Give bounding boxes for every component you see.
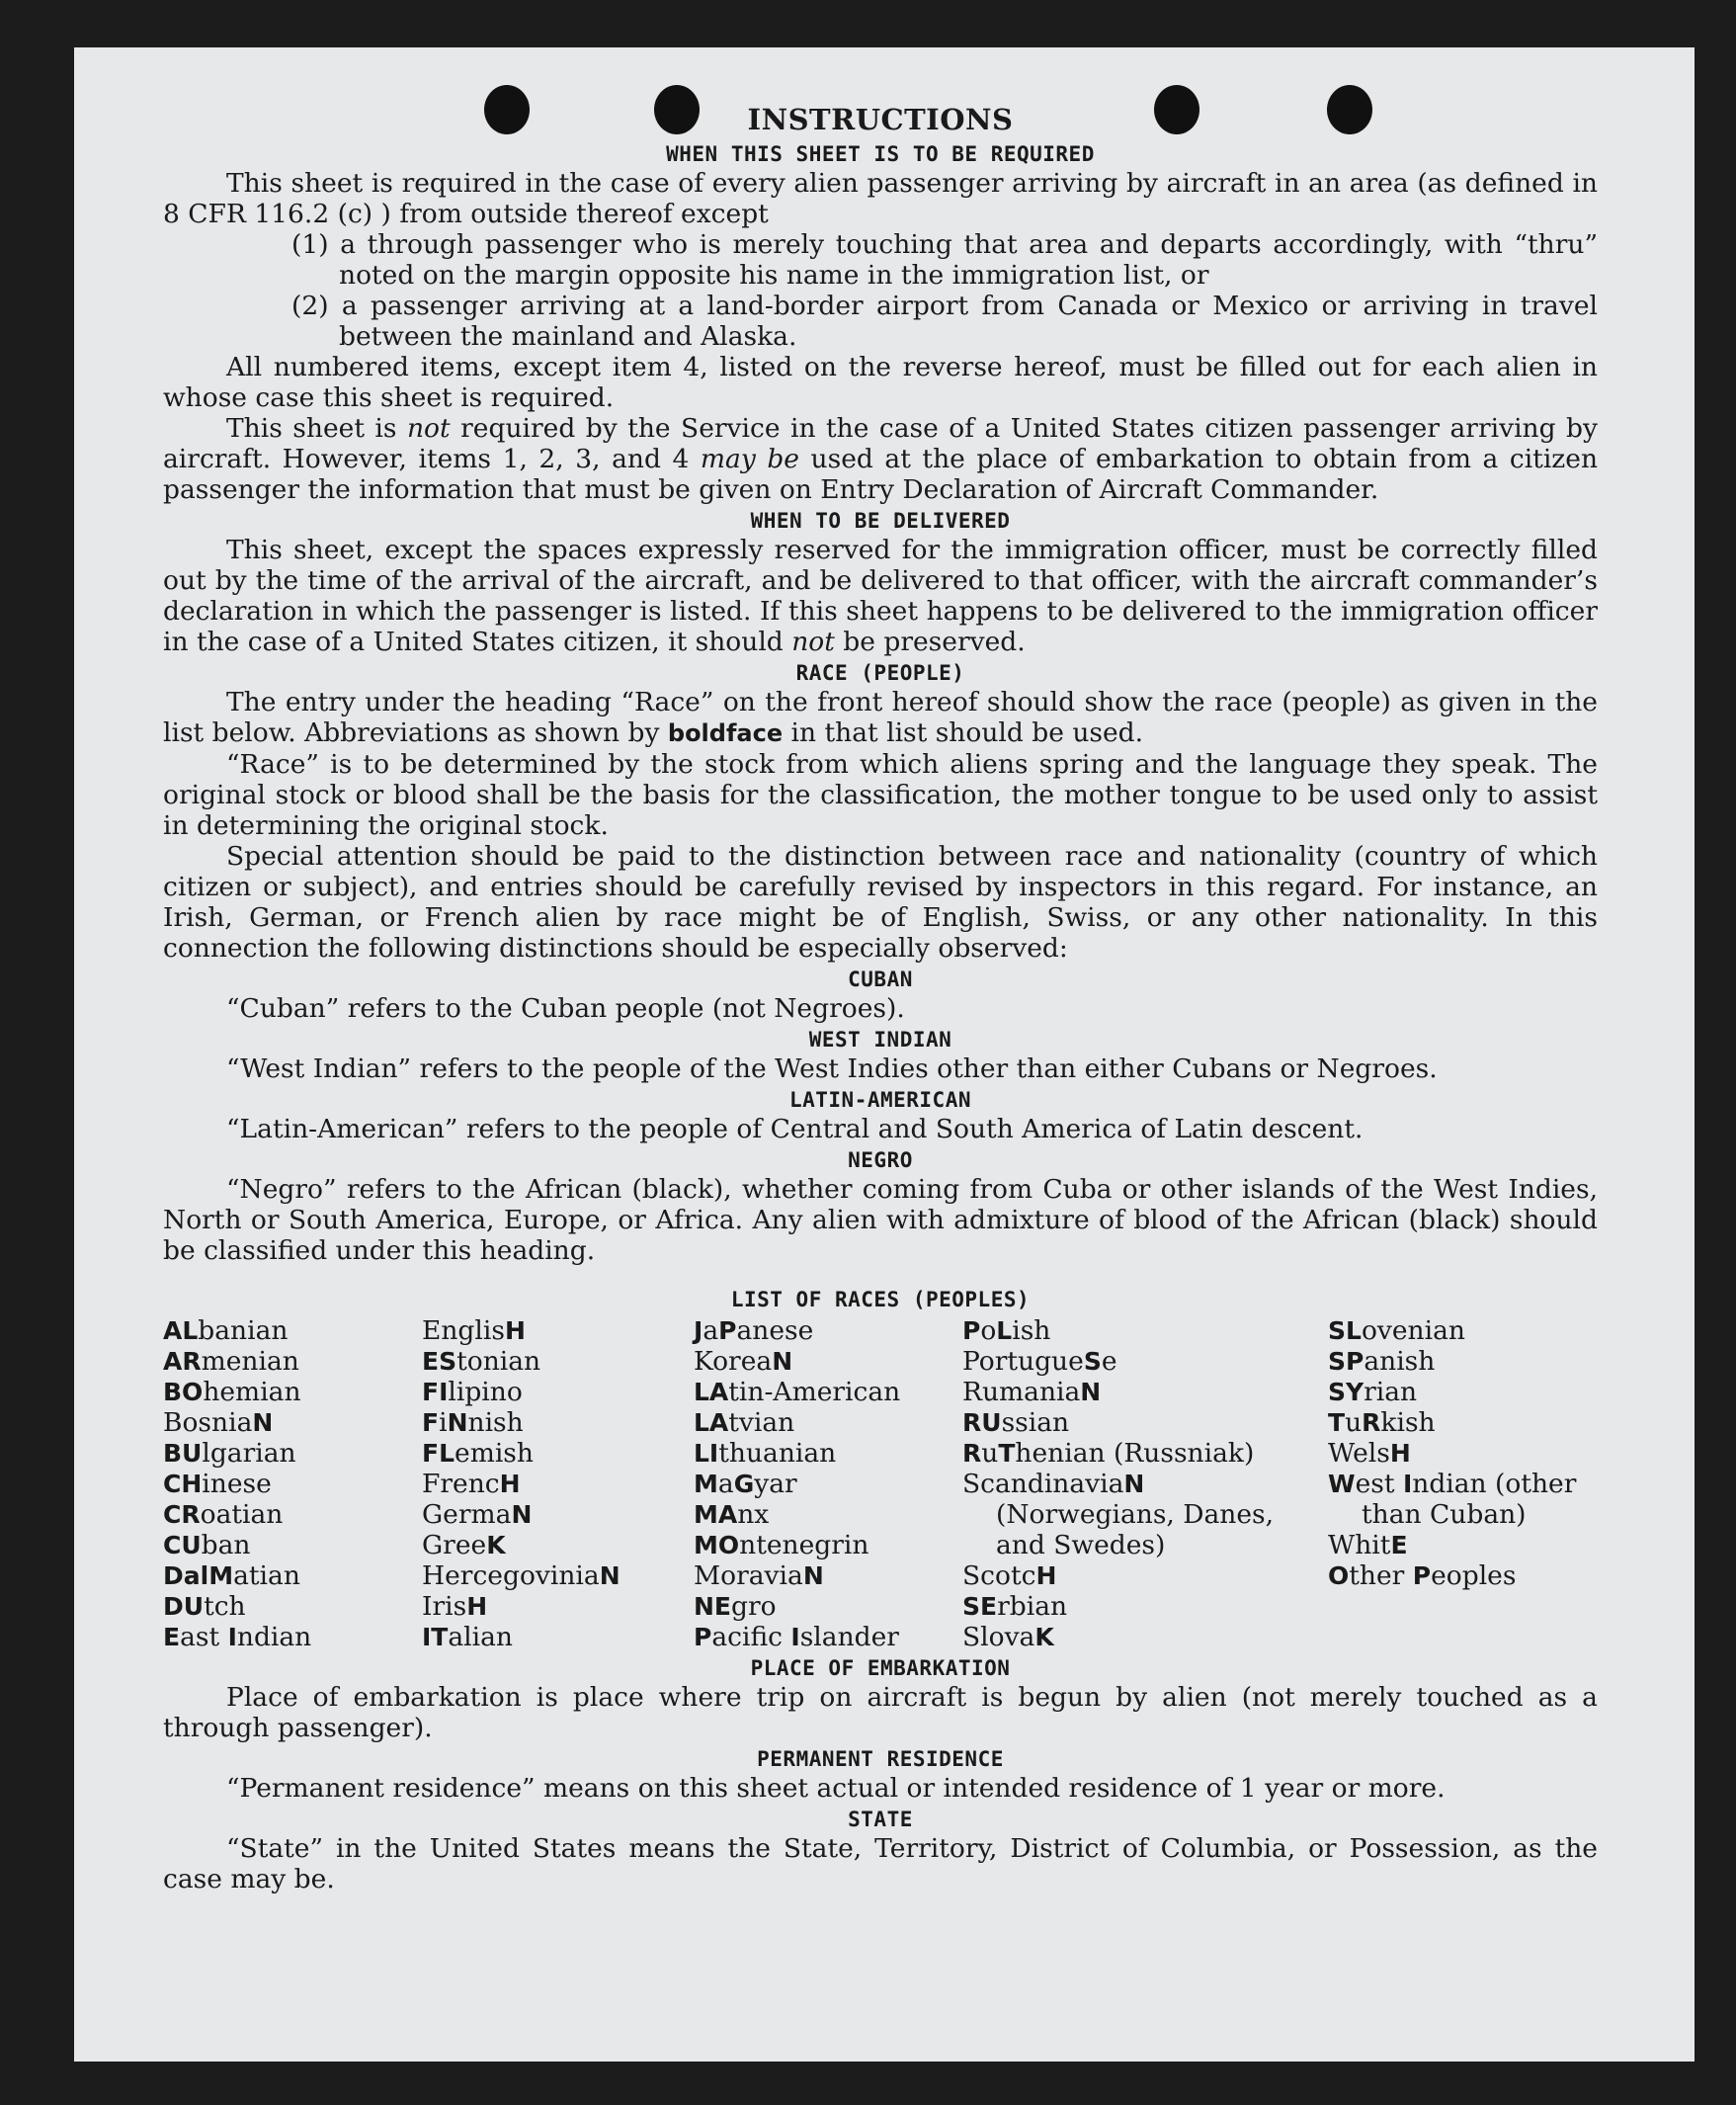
race-entry [1328, 1469, 1598, 1530]
race-entry [422, 1499, 694, 1530]
race-text: Hercegovinia [422, 1560, 600, 1591]
race-text: lipino [448, 1377, 523, 1407]
text: The entry under the heading “Race” on the front hereof should show the race (people) as given in the list below. Abbreviations as shown by [163, 687, 1598, 748]
section-heading-latin-american: LATIN-AMERICAN [788, 1088, 971, 1112]
race-text: Wels [1328, 1438, 1390, 1469]
race-text: e [1101, 1346, 1117, 1377]
race-abbrev: M [694, 1470, 718, 1498]
section-heading-race: RACE (PEOPLE) [795, 661, 965, 685]
paragraph: “Permanent residence” means on this sheet actual or intended residence of 1 year or more. [226, 1773, 1446, 1804]
race-entry [694, 1560, 962, 1591]
race-entry [163, 1438, 422, 1469]
paragraph: “State” in the United States means the State, Territory, District of Columbia, or Possession, as the case may be. [163, 1833, 1598, 1894]
section-heading-cuban: CUBAN [848, 968, 913, 991]
race-abbrev: AL [163, 1316, 199, 1345]
race-abbrev: SE [962, 1592, 998, 1621]
race-entry [694, 1315, 962, 1346]
text: This sheet is [226, 413, 407, 444]
race-text: tonian [456, 1346, 541, 1377]
race-text: oatian [200, 1499, 284, 1530]
race-abbrev: N [802, 1561, 824, 1590]
emphasis-text: may be [700, 444, 799, 474]
race-abbrev: ES [422, 1347, 457, 1376]
race-text: Germa [422, 1499, 512, 1530]
race-entry [422, 1560, 694, 1591]
race-text: ndian (other than Cuban) [1362, 1469, 1577, 1530]
race-text: slander [799, 1622, 899, 1652]
text: in that list should be used. [783, 717, 1144, 748]
race-abbrev: S [1083, 1347, 1102, 1376]
race-text: ast [180, 1622, 228, 1652]
section-heading-list-of-races: LIST OF RACES (PEOPLES) [730, 1288, 1031, 1311]
race-entry [1328, 1407, 1598, 1438]
paragraph [163, 535, 1598, 657]
race-entry [422, 1469, 694, 1499]
race-text: banian [198, 1315, 289, 1346]
paragraph [163, 687, 1598, 749]
race-abbrev: RU [962, 1408, 1002, 1437]
race-entry [1328, 1530, 1598, 1560]
race-text: u [1345, 1407, 1363, 1438]
race-abbrev: L [996, 1316, 1013, 1345]
race-text: tvian [728, 1407, 795, 1438]
race-entry [1328, 1438, 1598, 1469]
paragraph: Place of embarkation is place where trip on aircraft is begun by alien (not merely touched as a through passenger). [163, 1682, 1598, 1743]
race-text: kish [1380, 1407, 1436, 1438]
race-text: henian (Russniak) [1015, 1438, 1255, 1469]
race-text: ish [1012, 1315, 1051, 1346]
race-abbrev: K [1034, 1623, 1054, 1651]
race-entry [1328, 1377, 1598, 1407]
race-text: Whit [1328, 1530, 1391, 1560]
race-entry [694, 1469, 962, 1499]
race-entry [163, 1469, 422, 1499]
race-abbrev: SP [1328, 1347, 1364, 1376]
race-entry [422, 1530, 694, 1560]
paragraph: “Cuban” refers to the Cuban people (not Negroes). [226, 993, 905, 1024]
paragraph: “Race” is to be determined by the stock from which aliens spring and the language they speak. The original stock or blood shall be the basis for the classification, the mother tongue to be used only to assist in determining the original stock. [163, 749, 1598, 841]
text: This sheet, except the spaces expressly reserved for the immigration officer, must be correctly filled out by the time of the arrival of the aircraft, and be delivered to that officer, with the aircraft commander’s declaration in which the passenger is listed. If this sheet happens to be delivered to the immigration officer in the case of a United States citizen, it should [163, 535, 1598, 657]
race-abbrev: E [163, 1623, 181, 1651]
race-abbrev: BU [163, 1439, 203, 1468]
race-abbrev: P [1412, 1561, 1432, 1590]
race-text: ban [201, 1530, 251, 1560]
race-abbrev: T [998, 1439, 1016, 1468]
race-abbrev: T [1328, 1408, 1346, 1437]
race-abbrev: G [733, 1470, 755, 1498]
race-text: thuanian [718, 1438, 837, 1469]
race-entry [962, 1377, 1328, 1407]
race-entry [962, 1622, 1328, 1652]
races-list [163, 1315, 1598, 1652]
race-abbrev: H [499, 1470, 521, 1498]
race-text: Rumania [962, 1377, 1081, 1407]
race-abbrev: I [790, 1623, 800, 1651]
race-entry [962, 1469, 1328, 1560]
race-entry [694, 1530, 962, 1560]
instructions-content [163, 103, 1598, 1894]
race-text: rbian [997, 1591, 1068, 1622]
race-entry [694, 1438, 962, 1469]
race-entry [1328, 1560, 1598, 1591]
race-abbrev: LA [694, 1378, 729, 1406]
race-abbrev: MO [694, 1531, 740, 1559]
race-entry [694, 1346, 962, 1377]
race-text: inese [202, 1469, 272, 1499]
race-text: acific [711, 1622, 791, 1652]
race-text: ntenegrin [739, 1530, 869, 1560]
paragraph: This sheet is required in the case of every alien passenger arriving by aircraft in an area (as defined in 8 CFR 116.2 (c) ) from outside thereof except [163, 168, 1598, 229]
race-text: o [980, 1315, 997, 1346]
emphasis-text: not [406, 413, 451, 444]
race-text: atian [233, 1560, 300, 1591]
race-abbrev: I [227, 1623, 237, 1651]
race-abbrev: FI [422, 1378, 449, 1406]
paragraph: “West Indian” refers to the people of the West Indies other than either Cubans or Negroes. [226, 1053, 1438, 1084]
races-column [422, 1315, 694, 1652]
race-abbrev: FL [422, 1439, 455, 1468]
race-entry [694, 1622, 962, 1652]
paragraph: Special attention should be paid to the distinction between race and nationality (country of which citizen or subject), and entries should be carefully revised by inspectors in this regard. For instance, an Irish, German, or French alien by race might be of English, Swiss, or any other nationality. In this connection the following distinctions should be especially observed: [163, 841, 1598, 964]
race-abbrev: J [694, 1316, 703, 1345]
race-abbrev: N [599, 1561, 620, 1590]
race-abbrev: N [447, 1408, 468, 1437]
race-entry [163, 1622, 422, 1652]
race-text: lgarian [202, 1438, 296, 1469]
race-abbrev: P [694, 1623, 712, 1651]
race-abbrev: NE [694, 1592, 732, 1621]
races-column [962, 1315, 1328, 1652]
race-abbrev: P [962, 1316, 981, 1345]
race-text: est [1355, 1469, 1403, 1499]
race-abbrev: R [962, 1439, 982, 1468]
race-abbrev: H [1389, 1439, 1411, 1468]
list-item: (1) a through passenger who is merely touching that area and departs accordingly, with “thru” noted on the margin opposite his name in the immigration list, or [291, 229, 1598, 291]
boldface-text: boldface [667, 719, 784, 747]
section-heading-state: STATE [848, 1808, 913, 1831]
race-entry [422, 1377, 694, 1407]
race-abbrev: I [1402, 1470, 1413, 1498]
race-abbrev: N [772, 1347, 793, 1376]
race-entry [694, 1499, 962, 1530]
race-text: ndian [236, 1622, 312, 1652]
paragraph [163, 413, 1598, 505]
race-text: nish [467, 1407, 524, 1438]
race-text: Moravia [694, 1560, 803, 1591]
race-abbrev: DU [163, 1592, 205, 1621]
race-entry [422, 1622, 694, 1652]
race-entry [163, 1377, 422, 1407]
race-text: u [981, 1438, 999, 1469]
race-abbrev: O [1328, 1561, 1350, 1590]
section-heading-west-indian: WEST INDIAN [808, 1028, 952, 1052]
race-entry [163, 1315, 422, 1346]
race-entry [694, 1407, 962, 1438]
race-entry [962, 1315, 1328, 1346]
race-text: alian [448, 1622, 513, 1652]
race-abbrev: AR [163, 1347, 202, 1376]
races-column [694, 1315, 962, 1652]
race-entry [694, 1591, 962, 1622]
races-column [1328, 1315, 1598, 1652]
list-item: (2) a passenger arriving at a land-border airport from Canada or Mexico or arriving in travel between the mainland and Alaska. [291, 291, 1598, 352]
race-entry [163, 1530, 422, 1560]
race-entry [163, 1591, 422, 1622]
text: required by the Service in the case of a United States citizen passenger arriving by aircraft. However, items 1, 2, 3, and 4 [163, 413, 1598, 474]
race-entry [163, 1560, 422, 1591]
race-entry [163, 1499, 422, 1530]
paragraph: “Latin-American” refers to the people of Central and South America of Latin descent. [226, 1114, 1364, 1144]
race-abbrev: IT [422, 1623, 449, 1651]
race-entry [163, 1346, 422, 1377]
race-entry [422, 1315, 694, 1346]
race-text: Frenc [422, 1469, 500, 1499]
race-abbrev: CU [163, 1531, 202, 1559]
race-abbrev: N [1080, 1378, 1102, 1406]
race-text: eoples [1431, 1560, 1517, 1591]
races-column [163, 1315, 422, 1652]
race-entry [962, 1346, 1328, 1377]
race-text: emish [455, 1438, 534, 1469]
race-abbrev: H [466, 1592, 488, 1621]
race-text: Gree [422, 1530, 487, 1560]
race-abbrev: W [1328, 1470, 1356, 1498]
race-text: i [439, 1407, 448, 1438]
document-sheet [74, 47, 1695, 2062]
race-text: Scotc [962, 1560, 1036, 1591]
race-text: a [703, 1315, 719, 1346]
race-abbrev: Dal [163, 1561, 209, 1590]
race-abbrev: N [252, 1408, 274, 1437]
race-abbrev: MA [694, 1500, 738, 1529]
race-entry [962, 1591, 1328, 1622]
race-entry [422, 1346, 694, 1377]
race-text: tin-American [728, 1377, 901, 1407]
race-abbrev: SL [1328, 1316, 1362, 1345]
race-text: nx [737, 1499, 770, 1530]
race-text: tch [204, 1591, 246, 1622]
race-text: ovenian [1361, 1315, 1465, 1346]
section-heading-permanent-residence: PERMANENT RESIDENCE [757, 1747, 1004, 1771]
race-entry [1328, 1346, 1598, 1377]
race-text: menian [201, 1346, 299, 1377]
race-text: ssian [1001, 1407, 1070, 1438]
race-text: rian [1364, 1377, 1418, 1407]
race-text: gro [731, 1591, 777, 1622]
race-text: Scandinavia [962, 1469, 1124, 1499]
text: be preserved. [834, 627, 1026, 657]
section-heading-negro: NEGRO [848, 1148, 913, 1172]
race-text: Bosnia [163, 1407, 253, 1438]
race-abbrev: BO [163, 1378, 204, 1406]
race-entry [163, 1407, 422, 1438]
emphasis-text: not [791, 627, 835, 657]
race-abbrev: N [511, 1500, 533, 1529]
race-abbrev: F [422, 1408, 440, 1437]
text: used at the place of embarkation to obtain from a citizen passenger the information that must be given on Entry Declaration of Aircraft Commander. [163, 444, 1599, 505]
section-heading-when-delivered: WHEN TO BE DELIVERED [750, 509, 1011, 533]
paragraph: “Negro” refers to the African (black), whether coming from Cuba or other islands of the West Indies, North or South America, Europe, or Africa. Any alien with admixture of blood of the African (black) should be classified under this heading. [163, 1174, 1598, 1266]
race-abbrev: N [1123, 1470, 1145, 1498]
race-text: anese [736, 1315, 814, 1346]
race-abbrev: E [1390, 1531, 1408, 1559]
race-text: (Norwegians, Danes, and Swedes) [996, 1499, 1275, 1560]
race-text: Korea [694, 1346, 773, 1377]
race-abbrev: CH [163, 1470, 203, 1498]
race-abbrev: R [1362, 1408, 1381, 1437]
race-abbrev: CR [163, 1500, 201, 1529]
race-text: ther [1349, 1560, 1413, 1591]
race-text: hemian [203, 1377, 301, 1407]
race-entry [422, 1591, 694, 1622]
section-heading-place-of-embarkation: PLACE OF EMBARKATION [750, 1656, 1011, 1680]
race-text: a [717, 1469, 734, 1499]
race-abbrev: P [718, 1316, 737, 1345]
race-entry [422, 1407, 694, 1438]
race-abbrev: M [208, 1561, 234, 1590]
race-abbrev: LA [694, 1408, 729, 1437]
race-abbrev: H [504, 1316, 526, 1345]
race-entry [694, 1377, 962, 1407]
paragraph: All numbered items, except item 4, listed on the reverse hereof, must be filled out for each alien in whose case this sheet is required. [163, 352, 1598, 413]
race-text: anish [1364, 1346, 1436, 1377]
section-heading-when-required: WHEN THIS SHEET IS TO BE REQUIRED [666, 142, 1095, 166]
race-abbrev: K [486, 1531, 506, 1559]
race-entry [962, 1438, 1328, 1469]
race-abbrev: LI [694, 1439, 719, 1468]
race-text: Slova [962, 1622, 1035, 1652]
page-title: INSTRUCTIONS [747, 103, 1014, 136]
race-entry [962, 1407, 1328, 1438]
race-text: Englis [422, 1315, 505, 1346]
race-text: yar [754, 1469, 797, 1499]
race-abbrev: H [1035, 1561, 1057, 1590]
race-abbrev: SY [1328, 1378, 1364, 1406]
race-text: Portugue [962, 1346, 1084, 1377]
race-entry [1328, 1315, 1598, 1346]
race-text: Iris [422, 1591, 467, 1622]
race-entry [962, 1560, 1328, 1591]
race-entry [422, 1438, 694, 1469]
